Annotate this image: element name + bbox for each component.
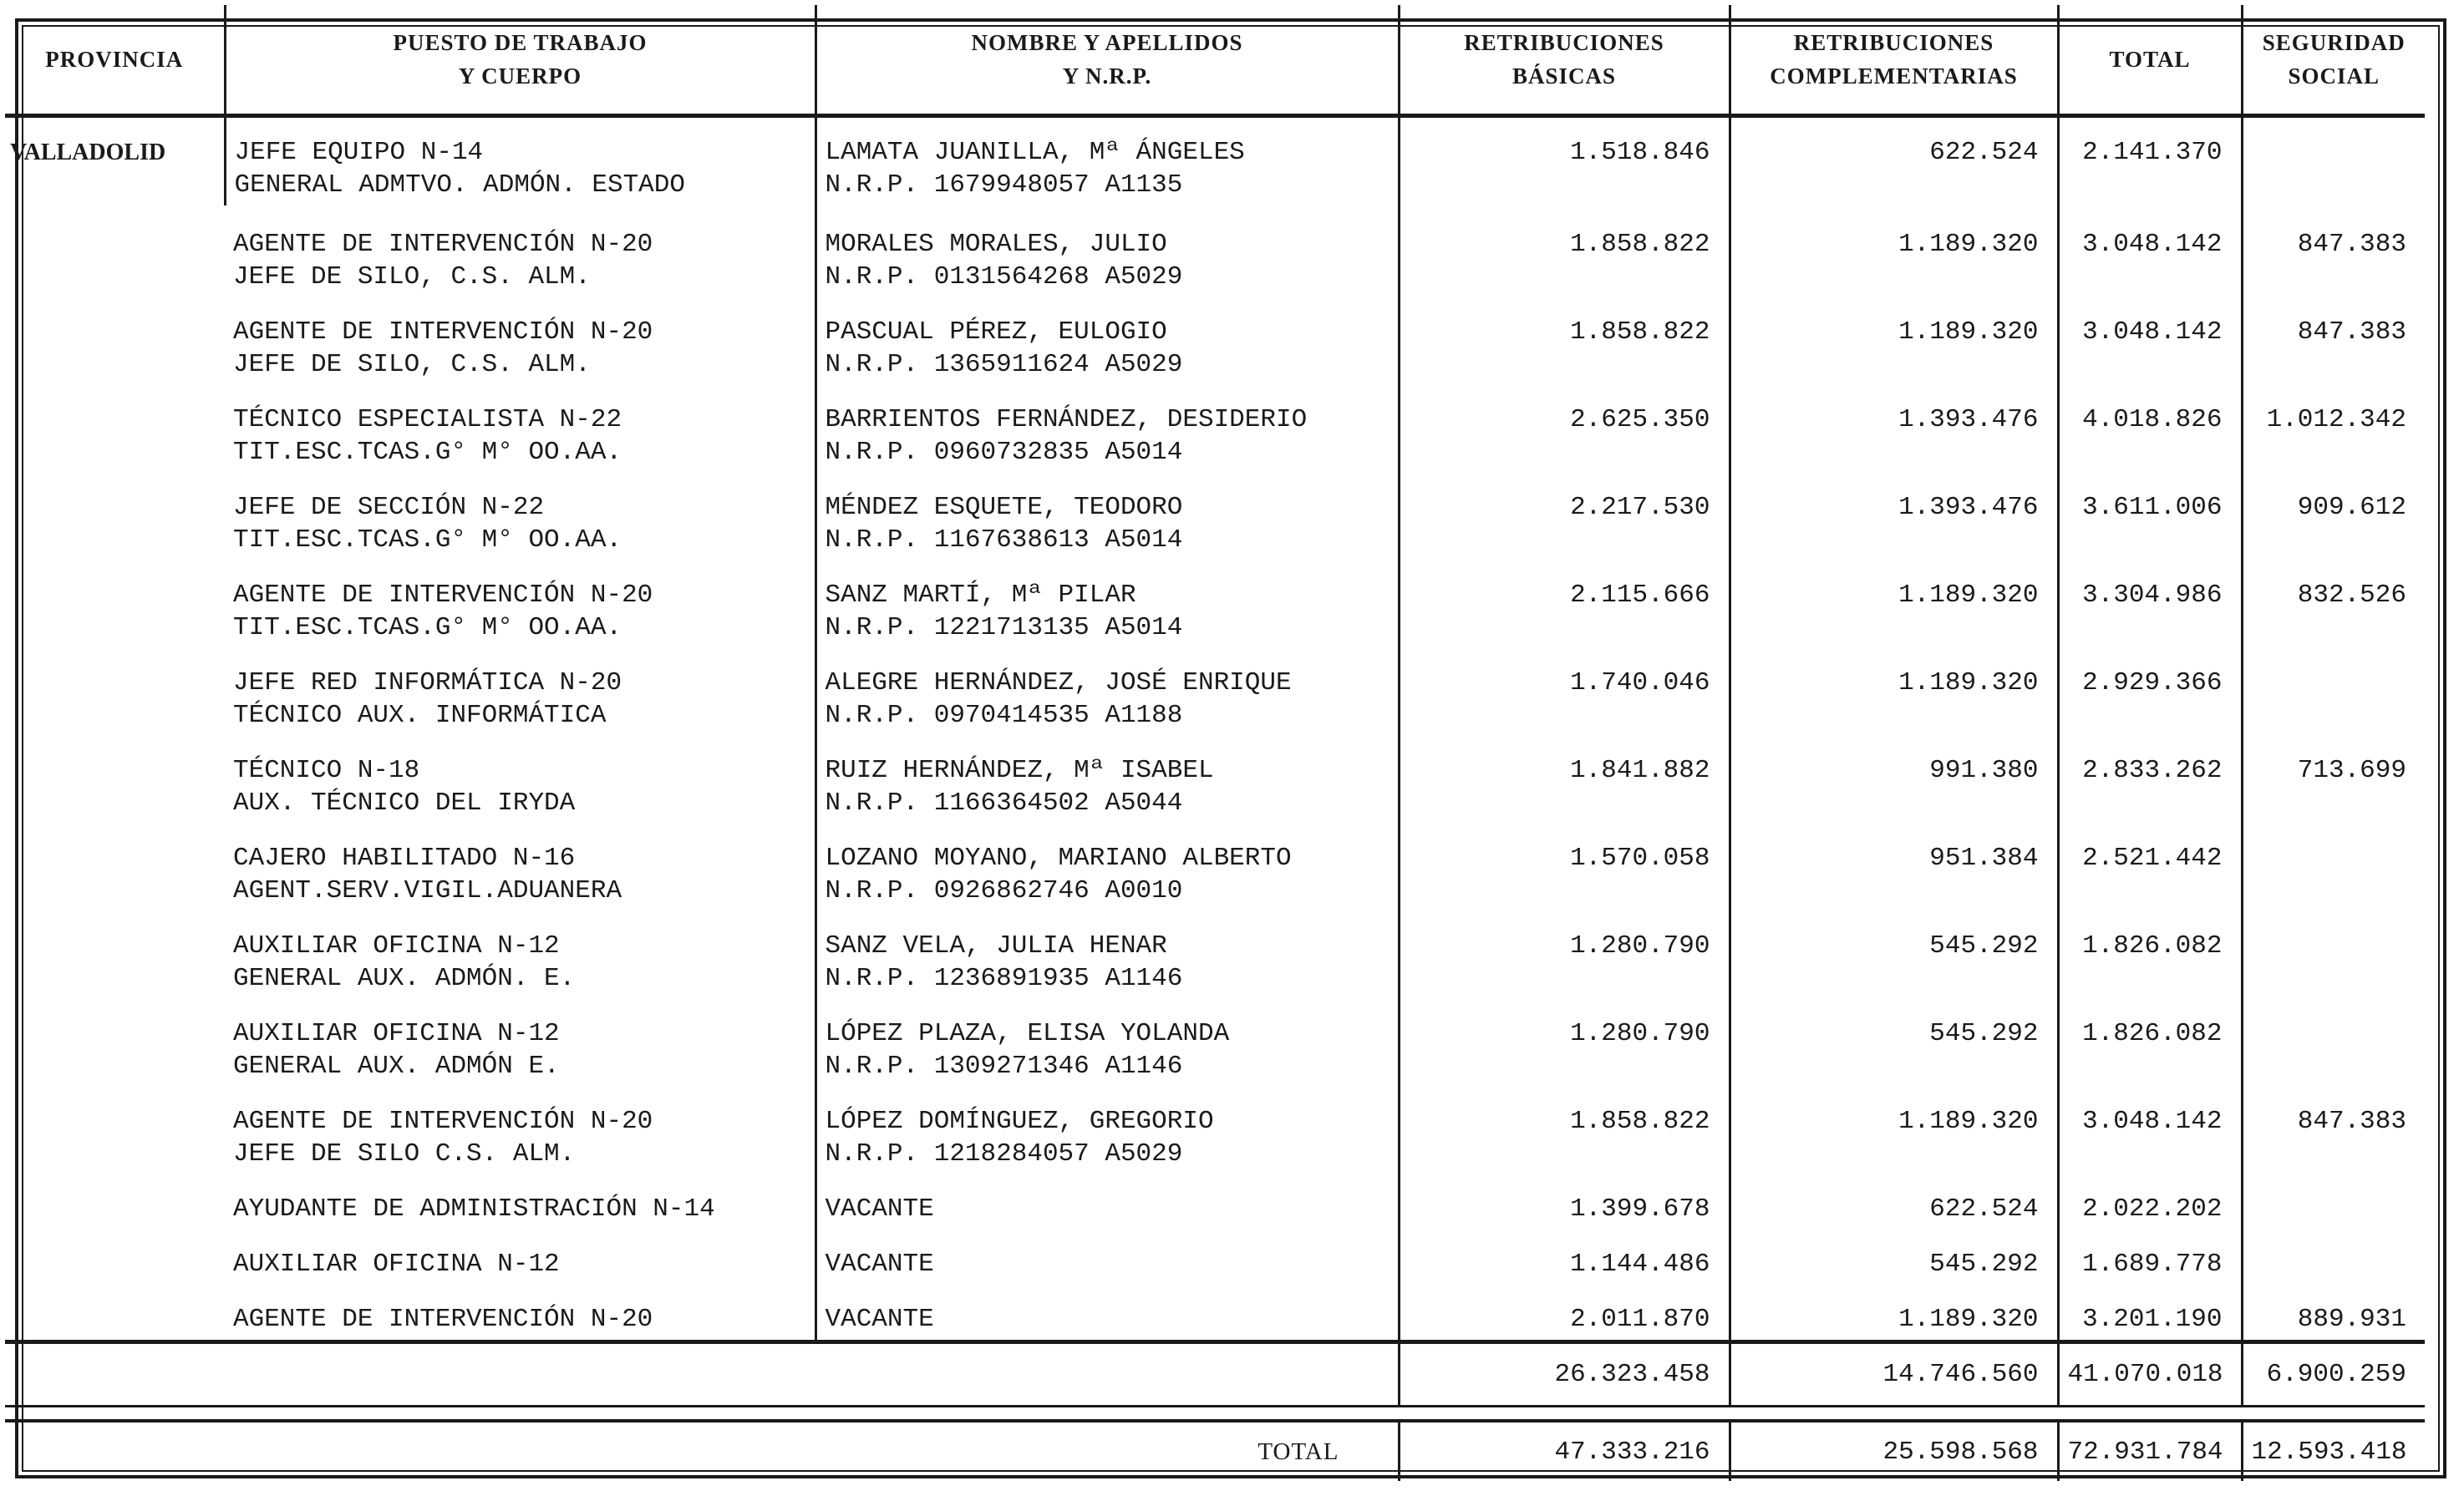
complementarias-cell [1730, 293, 2058, 381]
seguridad-cell-line [2252, 667, 2407, 699]
total-cell [2058, 1083, 2242, 1170]
seguridad-cell [2242, 293, 2425, 381]
puesto-cell-line: JEFE EQUIPO N-14 [234, 138, 484, 167]
table-row [5, 819, 2425, 907]
total-basicas: 47.333.216 [1399, 1421, 1730, 1481]
puesto-cell [225, 381, 815, 469]
complementarias-cell [1730, 907, 2058, 995]
complementarias-cell [1730, 1170, 2058, 1225]
subtotal-total: 41.070.018 [2058, 1342, 2242, 1407]
complementarias-cell-line: 1.189.320 [1898, 317, 2039, 347]
complementarias-cell-line: 622.524 [1929, 1194, 2039, 1224]
nombre-cell [815, 732, 1399, 819]
complementarias-cell [1730, 1225, 2058, 1280]
complementarias-cell [1730, 732, 2058, 819]
total-cell-line: 1.689.778 [2082, 1250, 2223, 1279]
table-row [5, 1225, 2425, 1280]
nombre-cell-line: RUIZ HERNÁNDEZ, Mª ISABEL [825, 756, 1214, 785]
table-row [5, 907, 2425, 995]
seguridad-cell-line [2252, 842, 2407, 875]
basicas-cell-line: 1.841.882 [1570, 756, 1710, 785]
nombre-cell [815, 1225, 1399, 1280]
total-cell [2058, 732, 2242, 819]
seguridad-cell-line [2252, 1248, 2407, 1280]
nombre-cell-line: LOZANO MOYANO, MARIANO ALBERTO [825, 844, 1292, 873]
puesto-cell [225, 1083, 815, 1170]
total-cell-line: 3.048.142 [2082, 230, 2223, 259]
puesto-cell-line: JEFE DE SILO, C.S. ALM. [233, 262, 591, 292]
basicas-cell-line: 2.115.666 [1570, 581, 1710, 610]
puesto-cell [225, 644, 815, 732]
puesto-cell-line: AYUDANTE DE ADMINISTRACIÓN N-14 [233, 1194, 715, 1224]
total-cell-line: 3.048.142 [2082, 317, 2223, 347]
puesto-cell-line: TÉCNICO AUX. INFORMÁTICA [233, 701, 607, 730]
seguridad-cell [2242, 381, 2425, 469]
basicas-cell [1399, 205, 1730, 293]
total-complementarias: 25.598.568 [1730, 1421, 2058, 1481]
header-complementarias: RETRIBUCIONES COMPLEMENTARIAS [1730, 5, 2058, 116]
nombre-cell-line: LAMATA JUANILLA, Mª ÁNGELES [825, 138, 1245, 167]
puesto-cell-line: TIT.ESC.TCAS.G° M° OO.AA. [233, 613, 622, 642]
total-total: 72.931.784 [2058, 1421, 2242, 1481]
puesto-cell [225, 556, 815, 644]
puesto-cell [225, 995, 815, 1083]
complementarias-cell-line: 1.189.320 [1898, 230, 2039, 259]
basicas-cell [1399, 907, 1730, 995]
table-row [5, 995, 2425, 1083]
puesto-cell-line: AGENTE DE INTERVENCIÓN N-20 [233, 317, 653, 347]
seguridad-cell [2242, 995, 2425, 1083]
puesto-cell-line: AUXILIAR OFICINA N-12 [233, 1019, 560, 1048]
total-cell-line: 3.201.190 [2082, 1305, 2223, 1334]
nombre-cell-line: SANZ VELA, JULIA HENAR [825, 931, 1167, 961]
complementarias-cell-line: 1.393.476 [1898, 405, 2039, 434]
subtotal-label-cell [5, 1342, 1399, 1407]
puesto-cell [225, 819, 815, 907]
total-cell [2058, 381, 2242, 469]
nombre-cell [815, 1280, 1399, 1342]
seguridad-cell [2242, 1225, 2425, 1280]
seguridad-cell [2242, 1083, 2425, 1170]
basicas-cell-line: 2.011.870 [1570, 1305, 1710, 1334]
header-seguridad: SEGURIDAD SOCIAL [2242, 5, 2425, 116]
seguridad-cell [2242, 732, 2425, 819]
complementarias-cell-line: 1.189.320 [1898, 581, 2039, 610]
puesto-cell-line: JEFE DE SILO, C.S. ALM. [233, 350, 591, 379]
total-cell [2058, 116, 2242, 206]
basicas-cell-line: 1.399.678 [1570, 1194, 1710, 1224]
puesto-cell-line: JEFE DE SILO C.S. ALM. [233, 1139, 576, 1169]
total-cell [2058, 469, 2242, 556]
nombre-cell [815, 293, 1399, 381]
basicas-cell [1399, 1280, 1730, 1342]
seguridad-cell-line: 909.612 [2297, 493, 2406, 522]
puesto-cell [225, 205, 815, 293]
total-cell [2058, 293, 2242, 381]
total-cell [2058, 907, 2242, 995]
complementarias-cell [1730, 1083, 2058, 1170]
total-cell [2058, 556, 2242, 644]
nombre-cell-line: N.R.P. 0926862746 A0010 [825, 876, 1183, 905]
seguridad-cell-line: 889.931 [2297, 1305, 2406, 1334]
seguridad-cell [2242, 644, 2425, 732]
nombre-cell [815, 205, 1399, 293]
total-cell-line: 1.826.082 [2082, 1019, 2223, 1048]
complementarias-cell-line: 1.393.476 [1898, 493, 2039, 522]
complementarias-cell-line: 622.524 [1929, 138, 2039, 167]
puesto-cell-line: JEFE RED INFORMÁTICA N-20 [233, 668, 622, 697]
nombre-cell-line: VACANTE [825, 1305, 934, 1334]
total-cell-line: 2.141.370 [2082, 138, 2223, 167]
seguridad-cell [2242, 1280, 2425, 1342]
basicas-cell [1399, 381, 1730, 469]
seguridad-cell [2242, 819, 2425, 907]
puesto-cell [225, 116, 815, 206]
basicas-cell [1399, 1170, 1730, 1225]
puesto-cell [225, 1170, 815, 1225]
nombre-cell-line: N.R.P. 0970414535 A1188 [825, 701, 1183, 730]
basicas-cell-line: 1.740.046 [1570, 668, 1710, 697]
table-row [5, 1280, 2425, 1342]
nombre-cell [815, 469, 1399, 556]
nombre-cell-line: LÓPEZ PLAZA, ELISA YOLANDA [825, 1019, 1230, 1048]
header-row [5, 5, 2425, 116]
total-cell [2058, 205, 2242, 293]
complementarias-cell [1730, 1280, 2058, 1342]
table-row [5, 556, 2425, 644]
total-row [5, 1421, 2425, 1481]
seguridad-cell-line [2252, 1193, 2407, 1225]
seguridad-cell [2242, 556, 2425, 644]
basicas-cell-line: 1.518.846 [1570, 138, 1710, 167]
puesto-cell-line: TIT.ESC.TCAS.G° M° OO.AA. [233, 438, 622, 467]
seguridad-cell [2242, 1170, 2425, 1225]
complementarias-cell-line: 1.189.320 [1898, 668, 2039, 697]
basicas-cell-line: 1.858.822 [1570, 317, 1710, 347]
total-label: TOTAL [5, 1421, 1399, 1481]
puesto-cell-line: AGENTE DE INTERVENCIÓN N-20 [233, 1305, 653, 1334]
seguridad-cell-line: 847.383 [2297, 1107, 2406, 1136]
seguridad-cell-line: 1.012.342 [2266, 405, 2406, 434]
basicas-cell-line: 2.625.350 [1570, 405, 1710, 434]
header-puesto: PUESTO DE TRABAJO Y CUERPO [225, 5, 815, 116]
nombre-cell [815, 1170, 1399, 1225]
nombre-cell-line: BARRIENTOS FERNÁNDEZ, DESIDERIO [825, 405, 1308, 434]
basicas-cell [1399, 556, 1730, 644]
nombre-cell-line: LÓPEZ DOMÍNGUEZ, GREGORIO [825, 1107, 1214, 1136]
total-cell-line: 3.048.142 [2082, 1107, 2223, 1136]
complementarias-cell [1730, 205, 2058, 293]
puesto-cell-line: AUXILIAR OFICINA N-12 [233, 1250, 560, 1279]
total-cell-line: 3.304.986 [2082, 581, 2223, 610]
nombre-cell-line: N.R.P. 1679948057 A1135 [825, 170, 1183, 200]
puesto-cell-line: GENERAL AUX. ADMÓN. E. [233, 964, 576, 993]
complementarias-cell [1730, 995, 2058, 1083]
basicas-cell [1399, 1083, 1730, 1170]
nombre-cell [815, 819, 1399, 907]
nombre-cell-line: N.R.P. 1218284057 A5029 [825, 1139, 1183, 1169]
basicas-cell-line: 1.144.486 [1570, 1250, 1710, 1279]
nombre-cell-line: N.R.P. 1236891935 A1146 [825, 964, 1183, 993]
nombre-cell-line: VACANTE [825, 1250, 934, 1279]
puesto-cell-line: AUX. TÉCNICO DEL IRYDA [233, 789, 576, 818]
basicas-cell [1399, 1225, 1730, 1280]
puesto-cell [225, 732, 815, 819]
table-row [5, 116, 2425, 206]
nombre-cell-line: MÉNDEZ ESQUETE, TEODORO [825, 493, 1183, 522]
total-cell-line: 2.022.202 [2082, 1194, 2223, 1224]
nombre-cell [815, 907, 1399, 995]
puesto-cell-line: AGENTE DE INTERVENCIÓN N-20 [233, 230, 653, 259]
subtotal-seguridad: 6.900.259 [2242, 1342, 2425, 1407]
seguridad-cell-line: 713.699 [2297, 756, 2406, 785]
total-cell-line: 2.521.442 [2082, 844, 2223, 873]
puesto-cell-line: TÉCNICO N-18 [233, 756, 420, 785]
basicas-cell [1399, 293, 1730, 381]
puesto-cell [225, 907, 815, 995]
salary-table [5, 5, 2425, 1481]
subtotal-basicas: 26.323.458 [1399, 1342, 1730, 1407]
complementarias-cell-line: 545.292 [1929, 1019, 2039, 1048]
complementarias-cell [1730, 381, 2058, 469]
complementarias-cell-line: 1.189.320 [1898, 1305, 2039, 1334]
complementarias-cell [1730, 644, 2058, 732]
spacer-row [5, 1407, 2425, 1422]
puesto-cell-line: AUXILIAR OFICINA N-12 [233, 931, 560, 961]
table-row [5, 732, 2425, 819]
complementarias-cell-line: 1.189.320 [1898, 1107, 2039, 1136]
total-seguridad: 12.593.418 [2242, 1421, 2425, 1481]
seguridad-cell [2242, 907, 2425, 995]
puesto-cell [225, 1225, 815, 1280]
header-nombre: NOMBRE Y APELLIDOS Y N.R.P. [815, 5, 1399, 116]
puesto-cell [225, 469, 815, 556]
table-row [5, 469, 2425, 556]
complementarias-cell-line: 545.292 [1929, 1250, 2039, 1279]
basicas-cell [1399, 469, 1730, 556]
seguridad-cell [2242, 469, 2425, 556]
complementarias-cell [1730, 469, 2058, 556]
table-row [5, 1083, 2425, 1170]
nombre-cell [815, 381, 1399, 469]
puesto-cell-line: AGENTE DE INTERVENCIÓN N-20 [233, 1107, 653, 1136]
total-cell [2058, 995, 2242, 1083]
total-cell [2058, 1170, 2242, 1225]
nombre-cell [815, 1083, 1399, 1170]
nombre-cell-line: N.R.P. 0960732835 A5014 [825, 438, 1183, 467]
table-row [5, 381, 2425, 469]
nombre-cell-line: VACANTE [825, 1194, 934, 1224]
nombre-cell-line: N.R.P. 1309271346 A1146 [825, 1052, 1183, 1081]
complementarias-cell [1730, 116, 2058, 206]
table-row [5, 293, 2425, 381]
basicas-cell [1399, 116, 1730, 206]
nombre-cell-line: ALEGRE HERNÁNDEZ, JOSÉ ENRIQUE [825, 668, 1292, 697]
seguridad-cell-line: 832.526 [2297, 581, 2406, 610]
nombre-cell-line: N.R.P. 1365911624 A5029 [825, 350, 1183, 379]
total-cell-line: 4.018.826 [2082, 405, 2223, 434]
seguridad-cell-line [2252, 930, 2407, 962]
complementarias-cell [1730, 819, 2058, 907]
puesto-cell-line: GENERAL AUX. ADMÓN E. [233, 1052, 560, 1081]
puesto-cell-line: AGENTE DE INTERVENCIÓN N-20 [233, 581, 653, 610]
basicas-cell-line: 1.858.822 [1570, 230, 1710, 259]
provincia-cell: VALLADOLID [10, 139, 166, 165]
nombre-cell-line: N.R.P. 0131564268 A5029 [825, 262, 1183, 292]
nombre-cell-line: MORALES MORALES, JULIO [825, 230, 1167, 259]
puesto-cell-line: TIT.ESC.TCAS.G° M° OO.AA. [233, 525, 622, 555]
basicas-cell-line: 1.280.790 [1570, 1019, 1710, 1048]
subtotal-complementarias: 14.746.560 [1730, 1342, 2058, 1407]
table-row [5, 644, 2425, 732]
subtotal-row [5, 1342, 2425, 1407]
nombre-cell-line: N.R.P. 1221713135 A5014 [825, 613, 1183, 642]
basicas-cell [1399, 644, 1730, 732]
basicas-cell-line: 1.570.058 [1570, 844, 1710, 873]
total-cell-line: 3.611.006 [2082, 493, 2223, 522]
puesto-cell-line: GENERAL ADMTVO. ADMÓN. ESTADO [234, 170, 685, 200]
total-cell [2058, 1225, 2242, 1280]
seguridad-cell [2242, 205, 2425, 293]
nombre-cell-line: N.R.P. 1167638613 A5014 [825, 525, 1183, 555]
table-row [5, 1170, 2425, 1225]
nombre-cell [815, 995, 1399, 1083]
seguridad-cell-line [2252, 136, 2407, 169]
puesto-cell-line: AGENT.SERV.VIGIL.ADUANERA [233, 876, 622, 905]
puesto-cell [225, 293, 815, 381]
header-provincia: PROVINCIA [5, 5, 225, 116]
nombre-cell [815, 644, 1399, 732]
total-cell-line: 2.833.262 [2082, 756, 2223, 785]
seguridad-cell-line: 847.383 [2297, 230, 2406, 259]
basicas-cell [1399, 995, 1730, 1083]
basicas-cell [1399, 732, 1730, 819]
basicas-cell-line: 2.217.530 [1570, 493, 1710, 522]
basicas-cell-line: 1.280.790 [1570, 931, 1710, 961]
nombre-cell-line: SANZ MARTÍ, Mª PILAR [825, 581, 1136, 610]
nombre-cell-line: N.R.P. 1166364502 A5044 [825, 789, 1183, 818]
puesto-cell-line: JEFE DE SECCIÓN N-22 [233, 493, 545, 522]
puesto-cell-line: TÉCNICO ESPECIALISTA N-22 [233, 405, 622, 434]
nombre-cell [815, 116, 1399, 206]
total-cell [2058, 1280, 2242, 1342]
total-cell-line: 2.929.366 [2082, 668, 2223, 697]
table-row [5, 205, 2425, 293]
seguridad-cell-line [2252, 1017, 2407, 1050]
complementarias-cell [1730, 556, 2058, 644]
nombre-cell-line: PASCUAL PÉREZ, EULOGIO [825, 317, 1167, 347]
nombre-cell [815, 556, 1399, 644]
seguridad-cell [2242, 116, 2425, 206]
total-cell [2058, 819, 2242, 907]
header-basicas: RETRIBUCIONES BÁSICAS [1399, 5, 1730, 116]
complementarias-cell-line: 545.292 [1929, 931, 2039, 961]
basicas-cell-line: 1.858.822 [1570, 1107, 1710, 1136]
seguridad-cell-line: 847.383 [2297, 317, 2406, 347]
header-total: TOTAL [2058, 5, 2242, 116]
puesto-cell-line: CAJERO HABILITADO N-16 [233, 844, 576, 873]
complementarias-cell-line: 951.384 [1929, 844, 2039, 873]
puesto-cell [225, 1280, 815, 1342]
total-cell-line: 1.826.082 [2082, 931, 2223, 961]
total-cell [2058, 644, 2242, 732]
complementarias-cell-line: 991.380 [1929, 756, 2039, 785]
basicas-cell [1399, 819, 1730, 907]
